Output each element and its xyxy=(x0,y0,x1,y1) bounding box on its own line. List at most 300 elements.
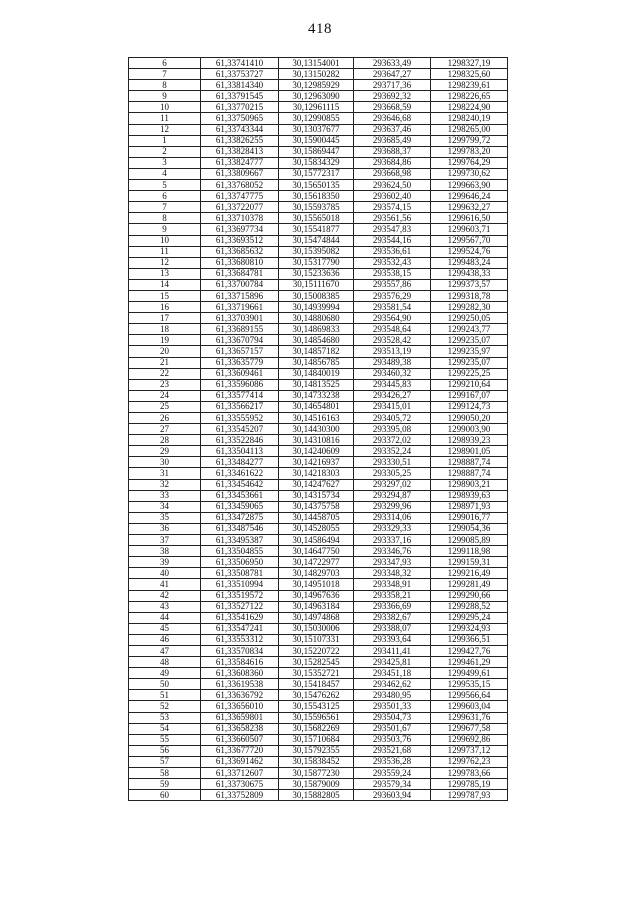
y-coordinate-cell: 1299603,04 xyxy=(431,701,508,712)
longitude-cell: 30,15593785 xyxy=(279,202,354,213)
longitude-cell: 30,15220722 xyxy=(279,645,354,656)
x-coordinate-cell: 293513,19 xyxy=(354,346,431,357)
latitude-cell: 61,33635779 xyxy=(201,357,279,368)
y-coordinate-cell: 1299730,62 xyxy=(431,168,508,179)
latitude-cell: 61,33826255 xyxy=(201,135,279,146)
y-coordinate-cell: 1299677,58 xyxy=(431,723,508,734)
table-row xyxy=(129,690,508,701)
table-row xyxy=(129,168,508,179)
table-row xyxy=(129,446,508,457)
x-coordinate-cell: 293579,34 xyxy=(354,779,431,790)
point-number-cell: 1 xyxy=(129,135,201,146)
point-number-cell: 47 xyxy=(129,645,201,656)
latitude-cell: 61,33670794 xyxy=(201,335,279,346)
table-row xyxy=(129,579,508,590)
latitude-cell: 61,33743344 xyxy=(201,124,279,135)
x-coordinate-cell: 293348,91 xyxy=(354,579,431,590)
longitude-cell: 30,14516163 xyxy=(279,413,354,424)
y-coordinate-cell: 1299366,51 xyxy=(431,634,508,645)
longitude-cell: 30,14647750 xyxy=(279,546,354,557)
table-row xyxy=(129,202,508,213)
longitude-cell: 30,15352721 xyxy=(279,668,354,679)
latitude-cell: 61,33545207 xyxy=(201,424,279,435)
longitude-cell: 30,14722977 xyxy=(279,557,354,568)
table-row xyxy=(129,479,508,490)
latitude-cell: 61,33553312 xyxy=(201,634,279,645)
point-number-cell: 10 xyxy=(129,235,201,246)
longitude-cell: 30,15650135 xyxy=(279,180,354,191)
longitude-cell: 30,15418457 xyxy=(279,679,354,690)
table-row xyxy=(129,523,508,534)
y-coordinate-cell: 1299167,07 xyxy=(431,390,508,401)
y-coordinate-cell: 1299085,89 xyxy=(431,535,508,546)
y-coordinate-cell: 1298887,74 xyxy=(431,457,508,468)
longitude-cell: 30,14528055 xyxy=(279,523,354,534)
table-row xyxy=(129,235,508,246)
y-coordinate-cell: 1298887,74 xyxy=(431,468,508,479)
x-coordinate-cell: 293603,94 xyxy=(354,790,431,801)
latitude-cell: 61,33703901 xyxy=(201,313,279,324)
x-coordinate-cell: 293528,42 xyxy=(354,335,431,346)
point-number-cell: 4 xyxy=(129,168,201,179)
longitude-cell: 30,14939994 xyxy=(279,302,354,313)
y-coordinate-cell: 1299016,77 xyxy=(431,512,508,523)
point-number-cell: 50 xyxy=(129,679,201,690)
table-row xyxy=(129,612,508,623)
x-coordinate-cell: 293445,83 xyxy=(354,379,431,390)
longitude-cell: 30,14315734 xyxy=(279,490,354,501)
point-number-cell: 15 xyxy=(129,290,201,301)
point-number-cell: 14 xyxy=(129,279,201,290)
table-row xyxy=(129,290,508,301)
latitude-cell: 61,33459065 xyxy=(201,501,279,512)
longitude-cell: 30,15476262 xyxy=(279,690,354,701)
table-row xyxy=(129,568,508,579)
longitude-cell: 30,13154001 xyxy=(279,58,354,69)
table-row xyxy=(129,756,508,767)
table-row xyxy=(129,246,508,257)
longitude-cell: 30,15008385 xyxy=(279,290,354,301)
y-coordinate-cell: 1299762,23 xyxy=(431,756,508,767)
table-row xyxy=(129,213,508,224)
longitude-cell: 30,15882805 xyxy=(279,790,354,801)
latitude-cell: 61,33657157 xyxy=(201,346,279,357)
latitude-cell: 61,33584616 xyxy=(201,657,279,668)
latitude-cell: 61,33522846 xyxy=(201,435,279,446)
table-row xyxy=(129,58,508,69)
table-row xyxy=(129,413,508,424)
y-coordinate-cell: 1299373,57 xyxy=(431,279,508,290)
latitude-cell: 61,33495387 xyxy=(201,535,279,546)
y-coordinate-cell: 1299290,66 xyxy=(431,590,508,601)
y-coordinate-cell: 1299483,24 xyxy=(431,257,508,268)
y-coordinate-cell: 1299235,07 xyxy=(431,335,508,346)
longitude-cell: 30,15792355 xyxy=(279,745,354,756)
point-number-cell: 17 xyxy=(129,313,201,324)
x-coordinate-cell: 293557,86 xyxy=(354,279,431,290)
y-coordinate-cell: 1298903,21 xyxy=(431,479,508,490)
y-coordinate-cell: 1299050,20 xyxy=(431,413,508,424)
y-coordinate-cell: 1299427,76 xyxy=(431,645,508,656)
table-row xyxy=(129,601,508,612)
point-number-cell: 13 xyxy=(129,268,201,279)
x-coordinate-cell: 293564,90 xyxy=(354,313,431,324)
point-number-cell: 8 xyxy=(129,213,201,224)
x-coordinate-cell: 293637,46 xyxy=(354,124,431,135)
y-coordinate-cell: 1299295,24 xyxy=(431,612,508,623)
table-row xyxy=(129,335,508,346)
y-coordinate-cell: 1299118,98 xyxy=(431,546,508,557)
x-coordinate-cell: 293547,83 xyxy=(354,224,431,235)
x-coordinate-cell: 293548,64 xyxy=(354,324,431,335)
latitude-cell: 61,33619538 xyxy=(201,679,279,690)
point-number-cell: 6 xyxy=(129,58,201,69)
latitude-cell: 61,33527122 xyxy=(201,601,279,612)
point-number-cell: 9 xyxy=(129,224,201,235)
longitude-cell: 30,13150282 xyxy=(279,69,354,80)
point-number-cell: 53 xyxy=(129,712,201,723)
point-number-cell: 3 xyxy=(129,157,201,168)
table-row xyxy=(129,645,508,656)
latitude-cell: 61,33689155 xyxy=(201,324,279,335)
latitude-cell: 61,33828413 xyxy=(201,146,279,157)
point-number-cell: 55 xyxy=(129,734,201,745)
y-coordinate-cell: 1299616,50 xyxy=(431,213,508,224)
table-row xyxy=(129,424,508,435)
point-number-cell: 12 xyxy=(129,124,201,135)
point-number-cell: 23 xyxy=(129,379,201,390)
latitude-cell: 61,33750965 xyxy=(201,113,279,124)
y-coordinate-cell: 1298939,23 xyxy=(431,435,508,446)
y-coordinate-cell: 1299535,15 xyxy=(431,679,508,690)
latitude-cell: 61,33608360 xyxy=(201,668,279,679)
x-coordinate-cell: 293624,50 xyxy=(354,180,431,191)
point-number-cell: 48 xyxy=(129,657,201,668)
latitude-cell: 61,33566217 xyxy=(201,401,279,412)
x-coordinate-cell: 293576,29 xyxy=(354,290,431,301)
y-coordinate-cell: 1299054,36 xyxy=(431,523,508,534)
y-coordinate-cell: 1299281,49 xyxy=(431,579,508,590)
longitude-cell: 30,14967636 xyxy=(279,590,354,601)
x-coordinate-cell: 293536,61 xyxy=(354,246,431,257)
x-coordinate-cell: 293581,54 xyxy=(354,302,431,313)
x-coordinate-cell: 293314,06 xyxy=(354,512,431,523)
longitude-cell: 30,14840019 xyxy=(279,368,354,379)
table-row xyxy=(129,357,508,368)
point-number-cell: 18 xyxy=(129,324,201,335)
x-coordinate-cell: 293489,38 xyxy=(354,357,431,368)
latitude-cell: 61,33747775 xyxy=(201,191,279,202)
table-row xyxy=(129,69,508,80)
x-coordinate-cell: 293388,07 xyxy=(354,623,431,634)
table-row xyxy=(129,257,508,268)
longitude-cell: 30,15682269 xyxy=(279,723,354,734)
latitude-cell: 61,33809667 xyxy=(201,168,279,179)
x-coordinate-cell: 293536,28 xyxy=(354,756,431,767)
table-row xyxy=(129,779,508,790)
point-number-cell: 37 xyxy=(129,535,201,546)
x-coordinate-cell: 293358,21 xyxy=(354,590,431,601)
point-number-cell: 27 xyxy=(129,424,201,435)
latitude-cell: 61,33656010 xyxy=(201,701,279,712)
point-number-cell: 60 xyxy=(129,790,201,801)
point-number-cell: 56 xyxy=(129,745,201,756)
x-coordinate-cell: 293382,67 xyxy=(354,612,431,623)
y-coordinate-cell: 1299003,90 xyxy=(431,424,508,435)
point-number-cell: 10 xyxy=(129,102,201,113)
longitude-cell: 30,14880680 xyxy=(279,313,354,324)
x-coordinate-cell: 293395,08 xyxy=(354,424,431,435)
point-number-cell: 57 xyxy=(129,756,201,767)
latitude-cell: 61,33693512 xyxy=(201,235,279,246)
x-coordinate-cell: 293544,16 xyxy=(354,235,431,246)
x-coordinate-cell: 293352,24 xyxy=(354,446,431,457)
latitude-cell: 61,33506950 xyxy=(201,557,279,568)
point-number-cell: 36 xyxy=(129,523,201,534)
x-coordinate-cell: 293574,15 xyxy=(354,202,431,213)
table-row xyxy=(129,313,508,324)
point-number-cell: 5 xyxy=(129,180,201,191)
longitude-cell: 30,14856785 xyxy=(279,357,354,368)
x-coordinate-cell: 293347,93 xyxy=(354,557,431,568)
y-coordinate-cell: 1299243,77 xyxy=(431,324,508,335)
point-number-cell: 7 xyxy=(129,202,201,213)
y-coordinate-cell: 1299210,64 xyxy=(431,379,508,390)
latitude-cell: 61,33504855 xyxy=(201,546,279,557)
x-coordinate-cell: 293426,27 xyxy=(354,390,431,401)
longitude-cell: 30,15111670 xyxy=(279,279,354,290)
point-number-cell: 42 xyxy=(129,590,201,601)
x-coordinate-cell: 293633,49 xyxy=(354,58,431,69)
y-coordinate-cell: 1299663,90 xyxy=(431,180,508,191)
table-row xyxy=(129,745,508,756)
longitude-cell: 30,14869833 xyxy=(279,324,354,335)
y-coordinate-cell: 1298265,00 xyxy=(431,124,508,135)
latitude-cell: 61,33609461 xyxy=(201,368,279,379)
latitude-cell: 61,33454642 xyxy=(201,479,279,490)
point-number-cell: 25 xyxy=(129,401,201,412)
point-number-cell: 32 xyxy=(129,479,201,490)
x-coordinate-cell: 293501,33 xyxy=(354,701,431,712)
longitude-cell: 30,14654801 xyxy=(279,401,354,412)
point-number-cell: 6 xyxy=(129,191,201,202)
latitude-cell: 61,33684781 xyxy=(201,268,279,279)
longitude-cell: 30,15565018 xyxy=(279,213,354,224)
x-coordinate-cell: 293405,72 xyxy=(354,413,431,424)
point-number-cell: 19 xyxy=(129,335,201,346)
y-coordinate-cell: 1299216,49 xyxy=(431,568,508,579)
x-coordinate-cell: 293538,15 xyxy=(354,268,431,279)
longitude-cell: 30,14240609 xyxy=(279,446,354,457)
point-number-cell: 20 xyxy=(129,346,201,357)
table-row xyxy=(129,379,508,390)
longitude-cell: 30,14216937 xyxy=(279,457,354,468)
latitude-cell: 61,33677720 xyxy=(201,745,279,756)
latitude-cell: 61,33472875 xyxy=(201,512,279,523)
point-number-cell: 12 xyxy=(129,257,201,268)
longitude-cell: 30,15317790 xyxy=(279,257,354,268)
y-coordinate-cell: 1299799,72 xyxy=(431,135,508,146)
point-number-cell: 40 xyxy=(129,568,201,579)
latitude-cell: 61,33555952 xyxy=(201,413,279,424)
table-row xyxy=(129,91,508,102)
y-coordinate-cell: 1299764,29 xyxy=(431,157,508,168)
longitude-cell: 30,14218303 xyxy=(279,468,354,479)
latitude-cell: 61,33722077 xyxy=(201,202,279,213)
longitude-cell: 30,14247627 xyxy=(279,479,354,490)
y-coordinate-cell: 1299631,76 xyxy=(431,712,508,723)
y-coordinate-cell: 1299159,31 xyxy=(431,557,508,568)
point-number-cell: 54 xyxy=(129,723,201,734)
x-coordinate-cell: 293337,16 xyxy=(354,535,431,546)
latitude-cell: 61,33824777 xyxy=(201,157,279,168)
longitude-cell: 30,12985929 xyxy=(279,80,354,91)
y-coordinate-cell: 1298226,65 xyxy=(431,91,508,102)
y-coordinate-cell: 1299646,24 xyxy=(431,191,508,202)
y-coordinate-cell: 1298239,61 xyxy=(431,80,508,91)
latitude-cell: 61,33791545 xyxy=(201,91,279,102)
longitude-cell: 30,14963184 xyxy=(279,601,354,612)
longitude-cell: 30,13037677 xyxy=(279,124,354,135)
x-coordinate-cell: 293462,62 xyxy=(354,679,431,690)
longitude-cell: 30,14813525 xyxy=(279,379,354,390)
longitude-cell: 30,15107331 xyxy=(279,634,354,645)
table-row xyxy=(129,723,508,734)
longitude-cell: 30,15772317 xyxy=(279,168,354,179)
y-coordinate-cell: 1299524,76 xyxy=(431,246,508,257)
latitude-cell: 61,33487546 xyxy=(201,523,279,534)
latitude-cell: 61,33658238 xyxy=(201,723,279,734)
table-row xyxy=(129,468,508,479)
y-coordinate-cell: 1299461,29 xyxy=(431,657,508,668)
longitude-cell: 30,15233636 xyxy=(279,268,354,279)
table-row xyxy=(129,546,508,557)
page-number: 418 xyxy=(308,21,332,37)
table-row xyxy=(129,712,508,723)
x-coordinate-cell: 293668,98 xyxy=(354,168,431,179)
x-coordinate-cell: 293668,59 xyxy=(354,102,431,113)
longitude-cell: 30,14854680 xyxy=(279,335,354,346)
longitude-cell: 30,14974868 xyxy=(279,612,354,623)
point-number-cell: 29 xyxy=(129,446,201,457)
y-coordinate-cell: 1299787,93 xyxy=(431,790,508,801)
x-coordinate-cell: 293460,32 xyxy=(354,368,431,379)
point-number-cell: 9 xyxy=(129,91,201,102)
y-coordinate-cell: 1299250,05 xyxy=(431,313,508,324)
y-coordinate-cell: 1299632,27 xyxy=(431,202,508,213)
table-row xyxy=(129,146,508,157)
latitude-cell: 61,33680810 xyxy=(201,257,279,268)
point-number-cell: 31 xyxy=(129,468,201,479)
x-coordinate-cell: 293503,76 xyxy=(354,734,431,745)
point-number-cell: 26 xyxy=(129,413,201,424)
point-number-cell: 33 xyxy=(129,490,201,501)
longitude-cell: 30,15596561 xyxy=(279,712,354,723)
table-row xyxy=(129,135,508,146)
table-row xyxy=(129,668,508,679)
point-number-cell: 45 xyxy=(129,623,201,634)
table-row xyxy=(129,657,508,668)
table-row xyxy=(129,113,508,124)
x-coordinate-cell: 293330,51 xyxy=(354,457,431,468)
table-row xyxy=(129,180,508,191)
longitude-cell: 30,12963090 xyxy=(279,91,354,102)
y-coordinate-cell: 1299566,64 xyxy=(431,690,508,701)
table-row xyxy=(129,768,508,779)
x-coordinate-cell: 293688,37 xyxy=(354,146,431,157)
y-coordinate-cell: 1298224,90 xyxy=(431,102,508,113)
latitude-cell: 61,33697734 xyxy=(201,224,279,235)
x-coordinate-cell: 293561,56 xyxy=(354,213,431,224)
table-row xyxy=(129,368,508,379)
longitude-cell: 30,15282545 xyxy=(279,657,354,668)
point-number-cell: 43 xyxy=(129,601,201,612)
latitude-cell: 61,33685632 xyxy=(201,246,279,257)
y-coordinate-cell: 1298240,19 xyxy=(431,113,508,124)
longitude-cell: 30,14586494 xyxy=(279,535,354,546)
latitude-cell: 61,33691462 xyxy=(201,756,279,767)
point-number-cell: 59 xyxy=(129,779,201,790)
latitude-cell: 61,33504113 xyxy=(201,446,279,457)
x-coordinate-cell: 293532,43 xyxy=(354,257,431,268)
point-number-cell: 34 xyxy=(129,501,201,512)
point-number-cell: 24 xyxy=(129,390,201,401)
point-number-cell: 58 xyxy=(129,768,201,779)
table-row xyxy=(129,701,508,712)
y-coordinate-cell: 1298327,19 xyxy=(431,58,508,69)
latitude-cell: 61,33753727 xyxy=(201,69,279,80)
longitude-cell: 30,15543125 xyxy=(279,701,354,712)
longitude-cell: 30,15877230 xyxy=(279,768,354,779)
x-coordinate-cell: 293602,40 xyxy=(354,191,431,202)
y-coordinate-cell: 1298939,63 xyxy=(431,490,508,501)
latitude-cell: 61,33508781 xyxy=(201,568,279,579)
table-row xyxy=(129,157,508,168)
latitude-cell: 61,33461622 xyxy=(201,468,279,479)
x-coordinate-cell: 293297,02 xyxy=(354,479,431,490)
x-coordinate-cell: 293393,64 xyxy=(354,634,431,645)
table-row xyxy=(129,679,508,690)
table-row xyxy=(129,557,508,568)
x-coordinate-cell: 293504,73 xyxy=(354,712,431,723)
latitude-cell: 61,33577414 xyxy=(201,390,279,401)
latitude-cell: 61,33570834 xyxy=(201,645,279,656)
point-number-cell: 46 xyxy=(129,634,201,645)
point-number-cell: 44 xyxy=(129,612,201,623)
y-coordinate-cell: 1299785,19 xyxy=(431,779,508,790)
latitude-cell: 61,33659801 xyxy=(201,712,279,723)
latitude-cell: 61,33752809 xyxy=(201,790,279,801)
latitude-cell: 61,33596086 xyxy=(201,379,279,390)
point-number-cell: 21 xyxy=(129,357,201,368)
x-coordinate-cell: 293372,02 xyxy=(354,435,431,446)
x-coordinate-cell: 293501,67 xyxy=(354,723,431,734)
coordinates-table-body xyxy=(129,58,508,801)
y-coordinate-cell: 1299124,73 xyxy=(431,401,508,412)
table-row xyxy=(129,390,508,401)
longitude-cell: 30,15541877 xyxy=(279,224,354,235)
longitude-cell: 30,15879009 xyxy=(279,779,354,790)
latitude-cell: 61,33547241 xyxy=(201,623,279,634)
point-number-cell: 52 xyxy=(129,701,201,712)
longitude-cell: 30,14458705 xyxy=(279,512,354,523)
longitude-cell: 30,15900445 xyxy=(279,135,354,146)
y-coordinate-cell: 1299567,70 xyxy=(431,235,508,246)
longitude-cell: 30,15710684 xyxy=(279,734,354,745)
table-row xyxy=(129,224,508,235)
longitude-cell: 30,15474844 xyxy=(279,235,354,246)
longitude-cell: 30,14857182 xyxy=(279,346,354,357)
